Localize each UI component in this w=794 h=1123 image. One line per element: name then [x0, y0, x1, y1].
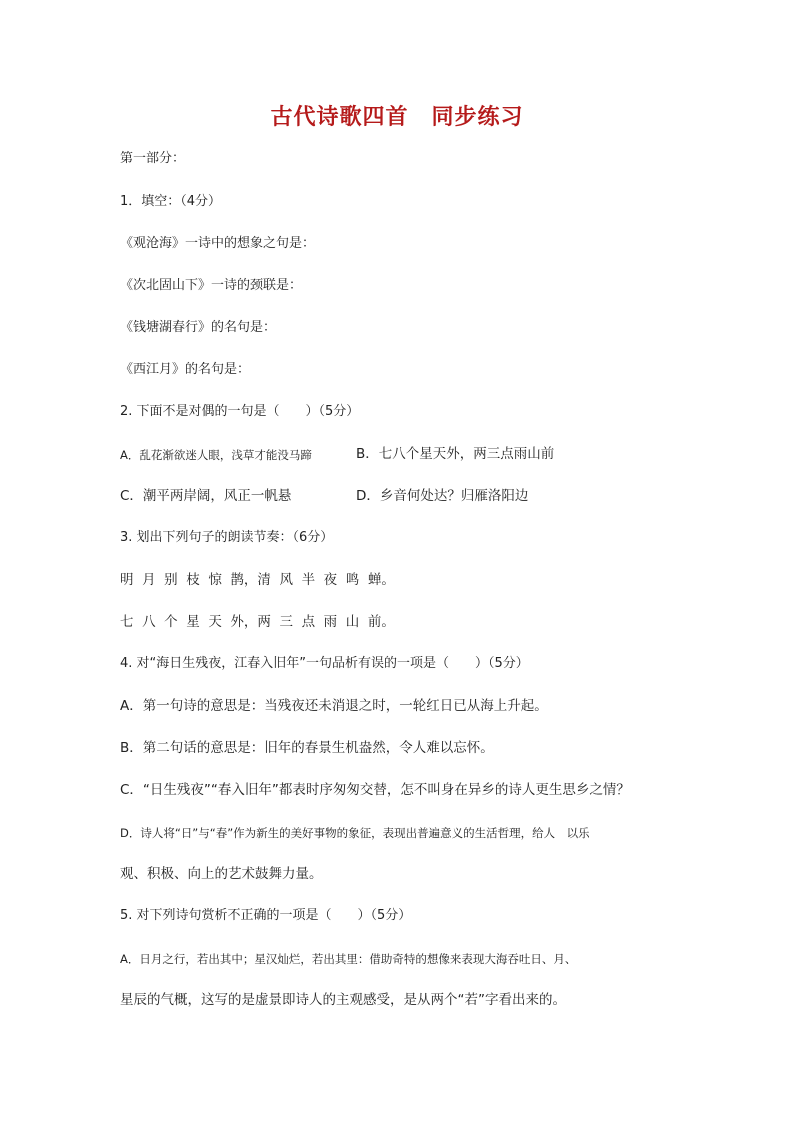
q5-option-a-line-2: 星辰的气概，这写的是虚景即诗人的主观感受，是从两个“若”字看出来的。 — [120, 992, 566, 1008]
q2-option-a: A．乱花渐欲迷人眼，浅草才能没马蹄 — [120, 448, 312, 462]
q2-option-c: C．潮平两岸阔，风正一帆悬 — [120, 488, 292, 504]
q5-heading: 5. 对下列诗句赏析不正确的一项是（ ）（5分） — [120, 908, 412, 923]
q5-option-a-line-1: A．日月之行，若出其中；星汉灿烂，若出其里：借助奇特的想像来表现大海吞吐日、月、 — [120, 952, 577, 966]
q3-poem-line-1: 明 月 别 枝 惊 鹊，清 风 半 夜 鸣 蝉。 — [120, 572, 395, 588]
q2-heading: 2. 下面不是对偶的一句是（ ）（5分） — [120, 404, 360, 419]
q1-item-4: 《西江月》的名句是： — [120, 362, 251, 377]
q3-poem-line-2: 七 八 个 星 天 外，两 三 点 雨 山 前。 — [120, 614, 395, 630]
q1-item-3: 《钱塘湖春行》的名句是： — [120, 320, 277, 335]
q2-option-d: D．乡音何处达？归雁洛阳边 — [356, 488, 529, 504]
q1-item-1: 《观沧海》一诗中的想象之句是： — [120, 236, 316, 251]
q4-option-a: A．第一句诗的意思是：当残夜还未消退之时，一轮红日已从海上升起。 — [120, 698, 548, 714]
q4-option-c: C．“日生残夜”“春入旧年”都表时序匆匆交替，怎不叫身在异乡的诗人更生思乡之情？ — [120, 782, 630, 798]
q4-option-d-line-1: D．诗人将“日”与“春”作为新生的美好事物的象征，表现出普遍意义的生活哲理，给人 以乐 — [120, 826, 590, 840]
q3-heading: 3. 划出下列句子的朗读节奏：（6分） — [120, 530, 334, 545]
q4-heading: 4. 对“海日生残夜，江春入旧年”一句品析有误的一项是（ ）（5分） — [120, 656, 529, 671]
q4-option-d-line-2: 观、积极、向上的艺术鼓舞力量。 — [120, 866, 323, 882]
q1-heading: 1．填空：（4分） — [120, 194, 222, 209]
q4-option-b: B．第二句话的意思是：旧年的春景生机盎然，令人难以忘怀。 — [120, 740, 494, 756]
page-title: 古代诗歌四首 同步练习 — [270, 104, 524, 130]
q1-item-2: 《次北固山下》一诗的颈联是： — [120, 278, 303, 293]
q2-option-b: B．七八个星天外，两三点雨山前 — [356, 446, 555, 462]
section-heading: 第一部分： — [120, 151, 186, 166]
